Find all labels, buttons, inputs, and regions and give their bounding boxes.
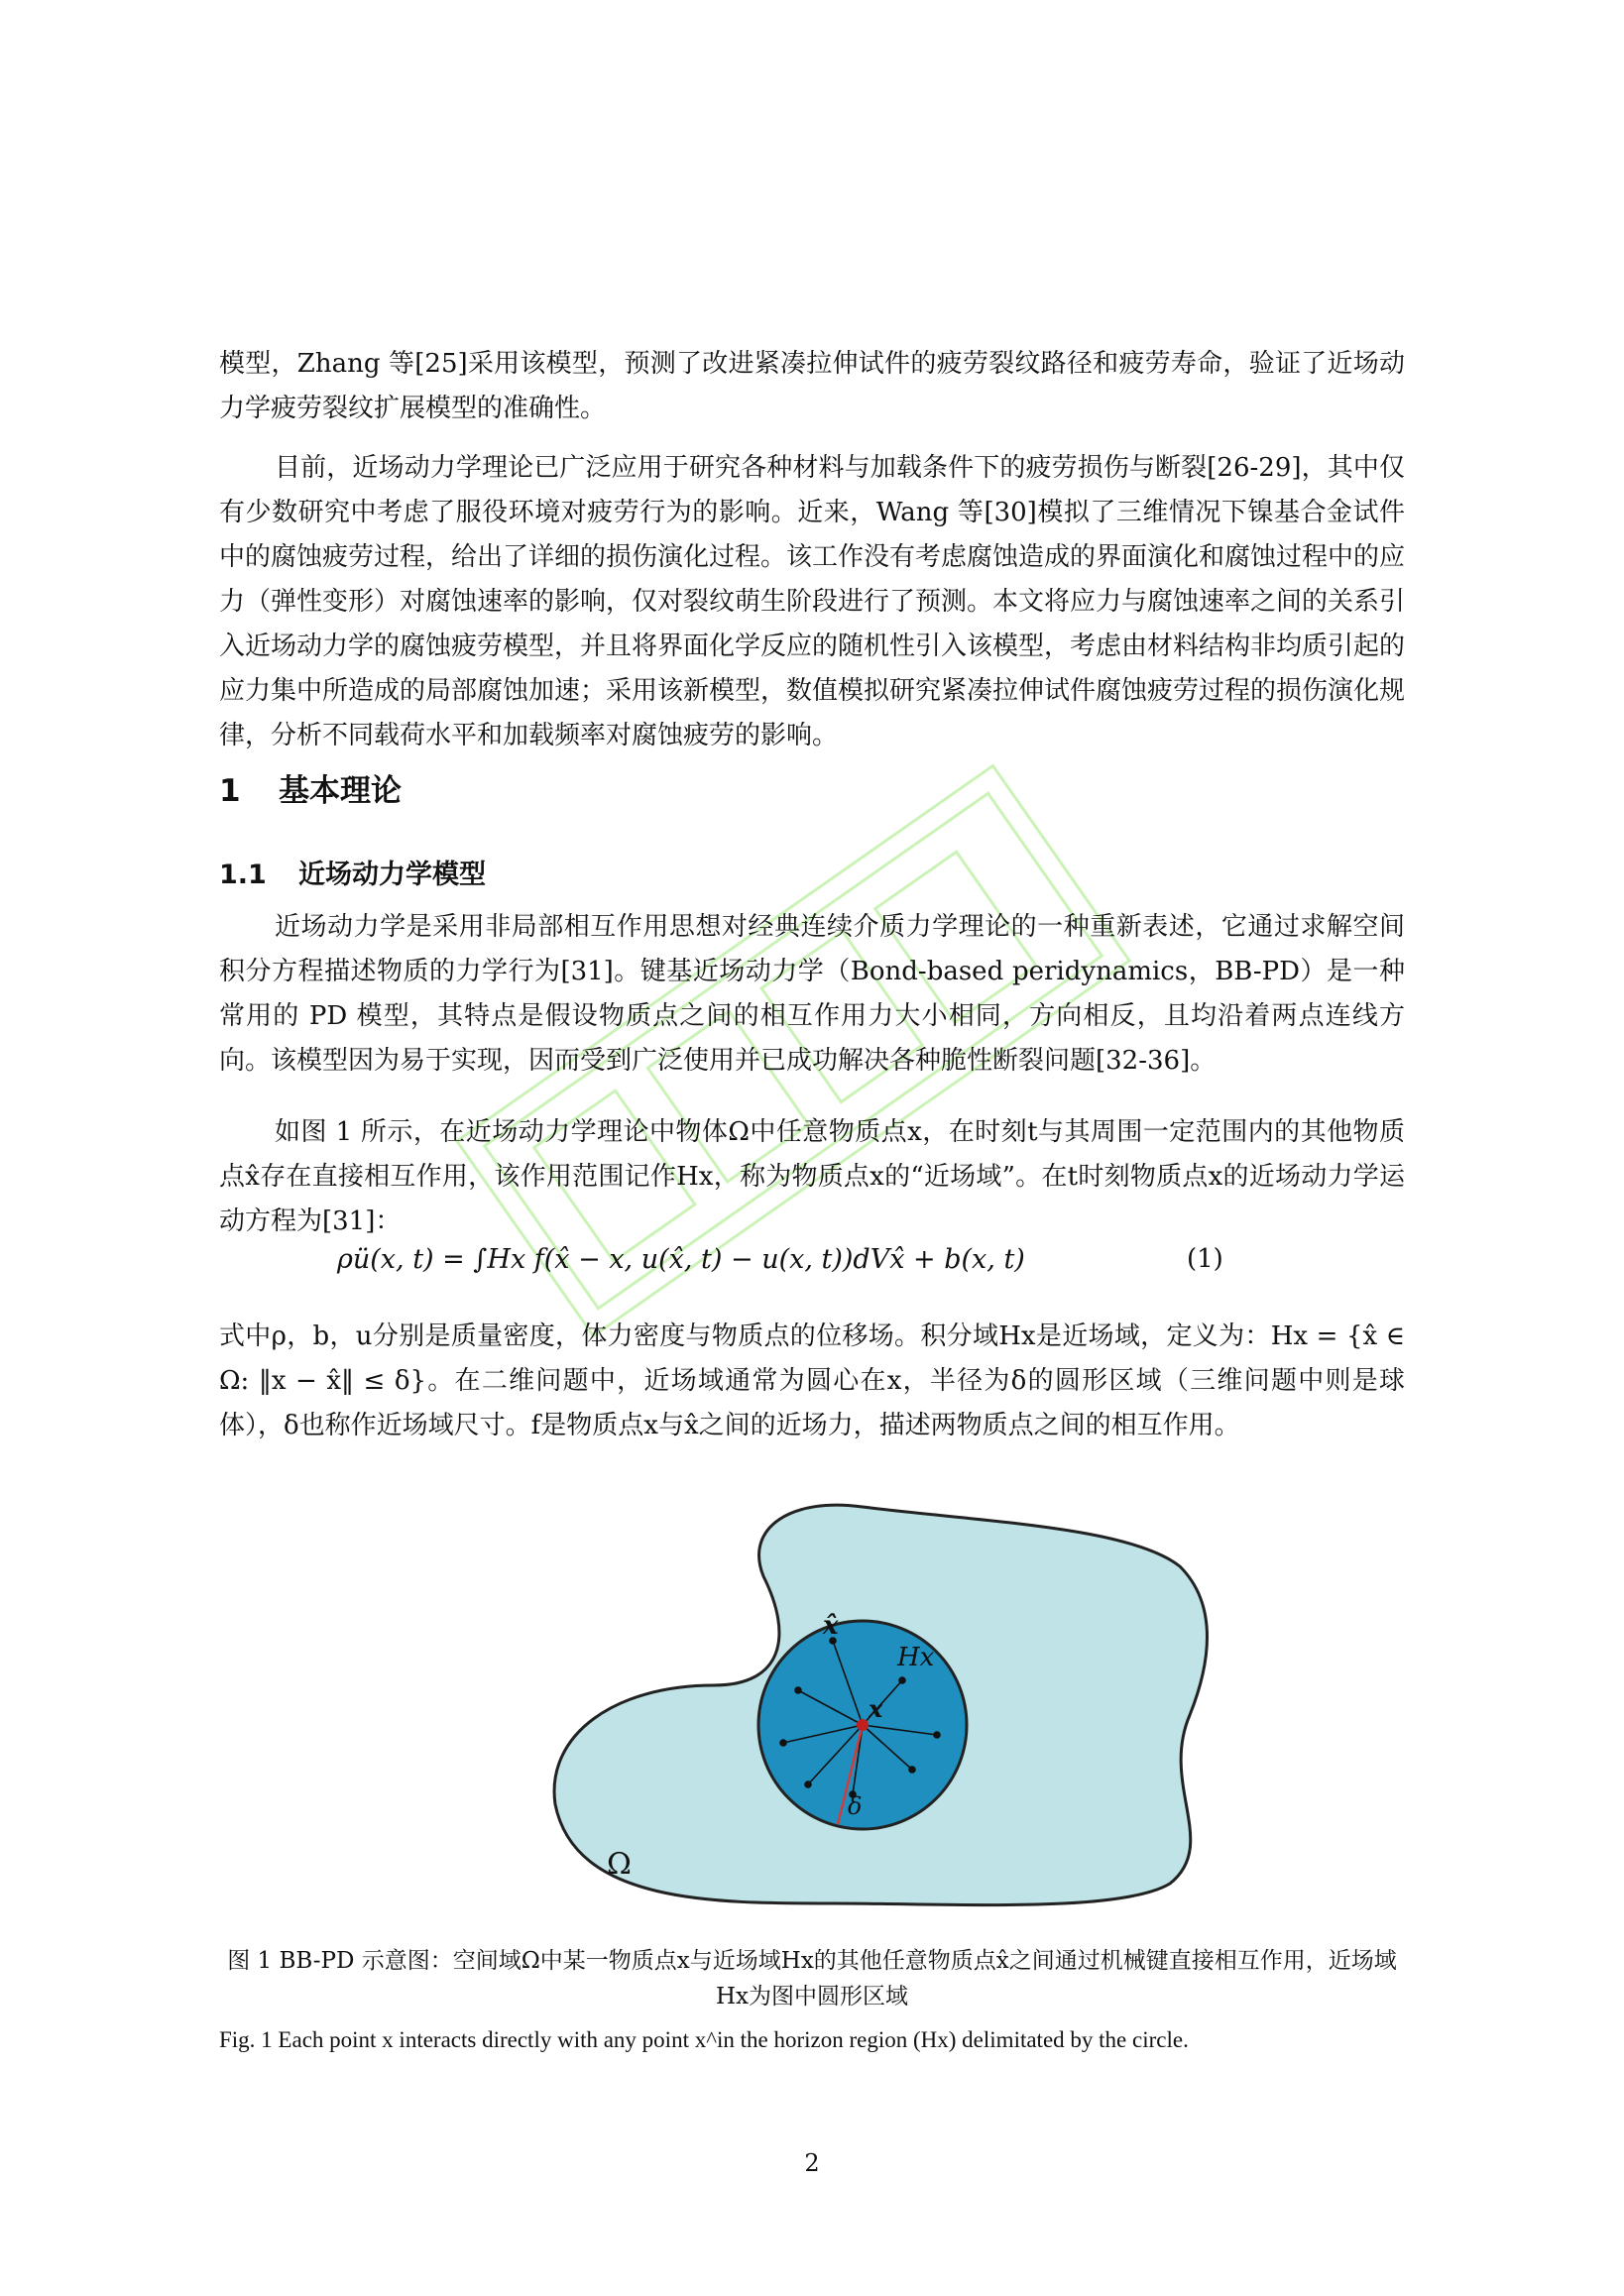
- figure-caption-chinese: 图 1 BB-PD 示意图：空间域Ω中某一物质点x与近场域Hx的其他任意物质点x̂之间通过机械键直接相互作用，近场域Hx为图中圆形区域: [227, 1948, 1397, 2009]
- label-omega: Ω: [607, 1847, 632, 1882]
- paragraph-5: 式中ρ，b，u分别是质量密度，体力密度与物质点的位移场。积分域Hx是近场域，定义为：Hx = {x̂ ∈ Ω: ‖x − x̂‖ ≤ δ}。在二维问题中，近场域通常为圆心在x，半径为δ的圆形区域（三维问题中则是球体），δ也称作近场域尺寸。f是物质点x与x̂之间的近场力，描述两物质点之间的相互作用。: [219, 1321, 1405, 1440]
- section-title: 基本理论: [279, 773, 402, 809]
- label-x: x: [869, 1694, 883, 1723]
- section-heading-1: [219, 765, 402, 810]
- section-number: 1: [219, 773, 241, 809]
- label-xhat: x̂: [823, 1611, 839, 1641]
- equation-1: ρü(x, t) = ∫Hx f(x̂ − x, u(x̂, t) − u(x, t))dVx̂ + b(x, t): [337, 1244, 1025, 1275]
- page-number: 2: [804, 2149, 820, 2177]
- bb-pd-diagram: [535, 1487, 1229, 1923]
- label-delta: δ: [848, 1792, 863, 1820]
- subsection-title: 近场动力学模型: [298, 860, 486, 890]
- figure-caption-english: Fig. 1 Each point x interacts directly with any point x^in the horizon region (Hx) delimitated by the circle.: [219, 2027, 1189, 2052]
- paragraph-2: 目前，近场动力学理论已广泛应用于研究各种材料与加载条件下的疲劳损伤与断裂[26-29]，其中仅有少数研究中考虑了服役环境对疲劳行为的影响。近来，Wang 等[30]模拟了三维情况下镍基合金试件中的腐蚀疲劳过程，给出了详细的损伤演化过程。该工作没有考虑腐蚀造成的界面演化和腐蚀过程中的应力（弹性变形）对腐蚀速率的影响，仅对裂纹萌生阶段进行了预测。本文将应力与腐蚀速率之间的关系引入近场动力学的腐蚀疲劳模型，并且将界面化学反应的随机性引入该模型，考虑由材料结构非均质引起的应力集中所造成的局部腐蚀加速；采用该新模型，数值模拟研究紧凑拉伸试件腐蚀疲劳过程的损伤演化规律，分析不同载荷水平和加载频率对腐蚀疲劳的影响。: [219, 453, 1406, 750]
- label-hx: Hx: [897, 1643, 935, 1672]
- paragraph-1: 模型，Zhang 等[25]采用该模型，预测了改进紧凑拉伸试件的疲劳裂纹路径和疲劳寿命，验证了近场动力学疲劳裂纹扩展模型的准确性。: [219, 349, 1405, 423]
- center-point: [857, 1719, 869, 1731]
- subsection-number: 1.1: [219, 860, 267, 890]
- paragraph-4: 如图 1 所示，在近场动力学理论中物体Ω中任意物质点x，在时刻t与其周围一定范围内的其他物质点x̂存在直接相互作用，该作用范围记作Hx，称为物质点x的“近场域”。在t时刻物质点x的近场动力学运动方程为[31]：: [219, 1117, 1405, 1236]
- paragraph-3: 近场动力学是采用非局部相互作用思想对经典连续介质力学理论的一种重新表述，它通过求解空间积分方程描述物质的力学行为[31]。键基近场动力学（Bond-based peridynamics，BB-PD）是一种常用的 PD 模型，其特点是假设物质点之间的相互作用力大小相同，方向相反，且均沿着两点连线方向。该模型因为易于实现，因而受到广泛使用并已成功解决各种脆性断裂问题[32-36]。: [219, 912, 1405, 1076]
- equation-number: (1): [1187, 1244, 1223, 1274]
- subsection-heading-1-1: [219, 853, 486, 891]
